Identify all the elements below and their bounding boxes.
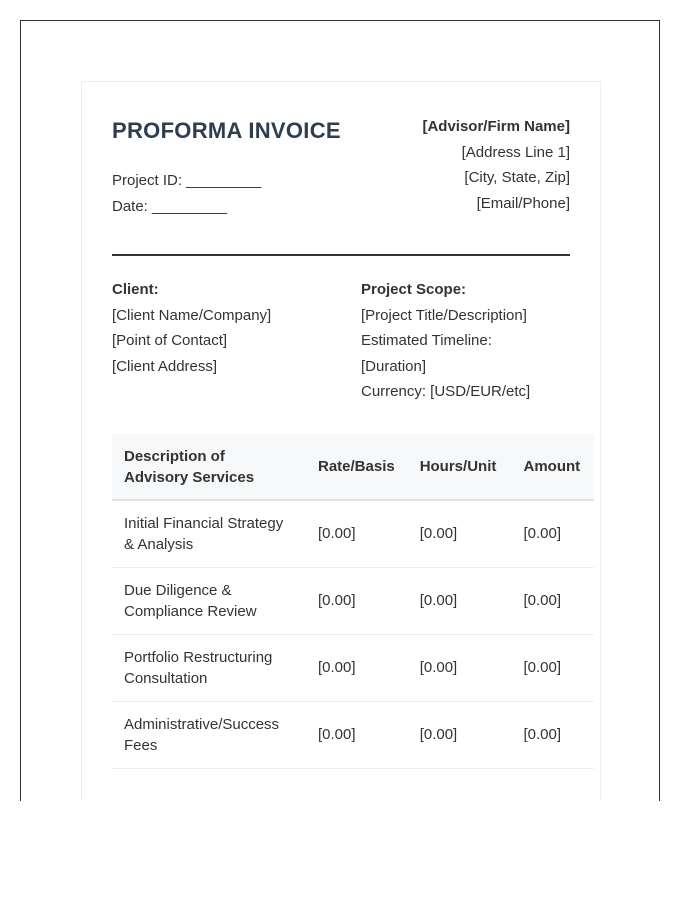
table-row (112, 701, 594, 768)
project-title-description: [Project Title/Description] (361, 306, 527, 324)
table-header-row (112, 434, 594, 500)
service-description (112, 500, 306, 567)
service-hours: [0.00] (408, 701, 512, 768)
project-scope-heading: Project Scope: (361, 281, 467, 298)
firm-address-line-1: [Address Line 1] (461, 143, 570, 161)
client-point-of-contact: [Point of Contact] (112, 332, 228, 349)
column-header-description-line-1: Description of (124, 447, 225, 465)
client-heading: Client: (112, 281, 159, 298)
service-hours: [0.00] (408, 567, 512, 634)
firm-email-phone: [Email/Phone] (476, 194, 570, 212)
column-header-description-line-2: Advisory Services (124, 468, 255, 486)
service-amount: [0.00] (511, 634, 594, 701)
invoice-meta (112, 168, 261, 219)
service-amount: [0.00] (511, 500, 594, 567)
service-description (112, 634, 306, 701)
service-description-text: Due Diligence & Compliance Review (124, 581, 257, 620)
project-duration: [Duration] (361, 357, 427, 375)
service-amount: [0.00] (511, 701, 594, 768)
service-description-text: Initial Financial Strategy & Analysis (124, 514, 284, 553)
estimated-timeline-label: Estimated Timeline: (361, 332, 492, 349)
table-row (112, 500, 594, 567)
service-rate: [0.00] (306, 500, 408, 567)
invoice-title: PROFORMA INVOICE (112, 118, 341, 143)
project-scope-section (361, 277, 530, 405)
table-row (112, 567, 594, 634)
firm-city-state-zip: [City, State, Zip] (464, 169, 570, 186)
service-description (112, 567, 306, 634)
table-row (112, 634, 594, 701)
service-rate: [0.00] (306, 701, 408, 768)
service-hours: [0.00] (408, 634, 512, 701)
column-header-amount: Amount (511, 434, 594, 500)
column-header-rate: Rate/Basis (306, 434, 408, 500)
service-amount: [0.00] (511, 567, 594, 634)
service-description (112, 701, 306, 768)
client-section (112, 277, 271, 379)
project-id-line: Project ID: _________ (112, 172, 262, 189)
project-currency: Currency: [USD/EUR/etc] (361, 383, 531, 400)
service-description-text: Administrative/Success Fees (124, 715, 280, 754)
service-description-text: Portfolio Restructuring Consultation (124, 648, 273, 687)
services-table (112, 434, 594, 769)
service-rate: [0.00] (306, 567, 408, 634)
service-hours: [0.00] (408, 500, 512, 567)
column-header-hours: Hours/Unit (408, 434, 512, 500)
header-divider (112, 254, 570, 256)
date-line: Date: _________ (112, 197, 228, 215)
client-address: [Client Address] (112, 357, 218, 375)
service-rate: [0.00] (306, 634, 408, 701)
column-header-description (112, 434, 306, 500)
firm-name: [Advisor/Firm Name] (422, 118, 570, 135)
firm-details (422, 114, 570, 216)
client-name-company: [Client Name/Company] (112, 306, 272, 324)
